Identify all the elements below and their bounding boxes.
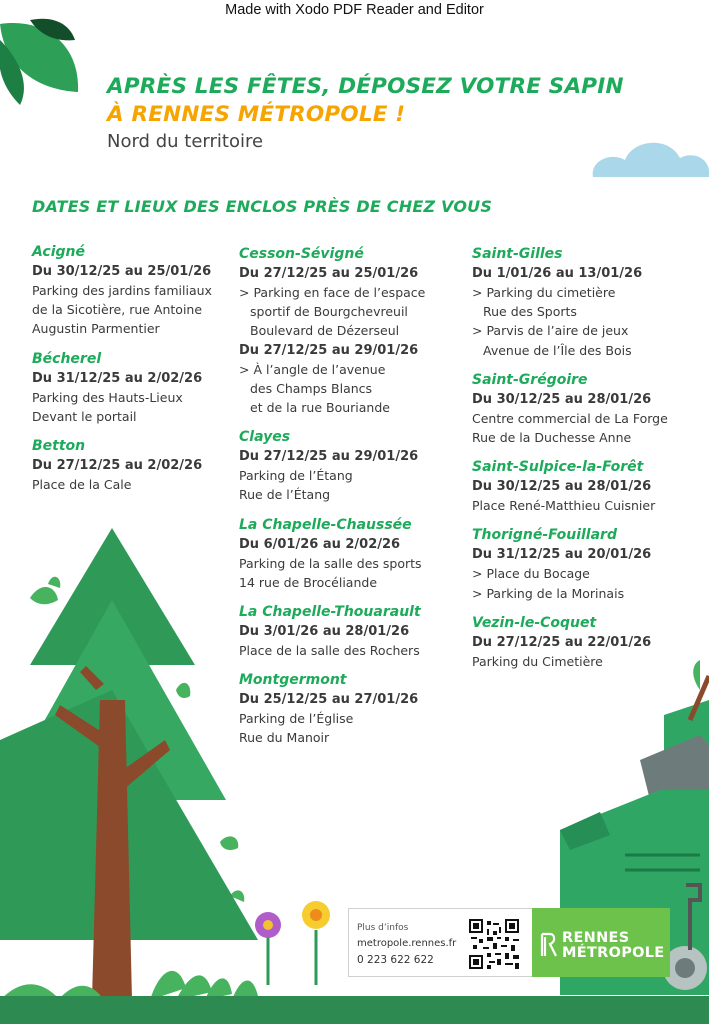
ground-band [0,996,709,1024]
brand-line-1: RENNES [562,930,630,946]
location-line: Rue de la Duchesse Anne [472,430,632,446]
location-line: > Parvis de l’aire de jeux [472,323,629,339]
date-range: Du 30/12/25 au 25/01/26 [32,264,212,279]
rennes-metropole-logo [532,908,670,977]
location-line: sportif de Bourgchevreuil [250,304,408,320]
page-subtitle: Nord du territoire [107,131,264,152]
town-name: Bécherel [32,350,102,367]
section-title: DATES ET LIEUX DES ENCLOS PRÈS DE CHEZ VOUS [32,197,493,216]
location-entry [239,515,425,592]
location-line: > À l’angle de l’avenue [239,361,386,377]
date-range: Du 30/12/25 au 28/01/26 [472,391,652,407]
location-entry [239,244,425,417]
town-name: Montgermont [239,672,347,689]
location-line: Rue de l’Étang [239,487,331,503]
town-name: Thorigné-Fouillard [472,527,617,544]
column-2 [239,244,425,758]
location-line: Place de la salle des Rochers [239,643,420,659]
location-line: Place René-Matthieu Cuisnier [472,498,656,514]
location-entry [472,613,668,671]
town-name: La Chapelle-Chaussée [239,516,412,533]
date-range: Du 27/12/25 au 25/01/26 [239,266,419,281]
town-name: Acigné [32,244,85,260]
location-line: Parking de la salle des sports [239,555,422,571]
phone-number: 0 223 622 622 [357,954,434,966]
location-line: Parking de l’Étang [239,468,353,484]
website-link[interactable]: metropole.rennes.fr [357,938,457,949]
date-range: Du 27/12/25 au 22/01/26 [472,634,652,650]
location-entry [472,370,668,447]
date-range: Du 31/12/25 au 2/02/26 [32,370,203,386]
info-box [348,908,534,977]
date-range: Du 30/12/25 au 28/01/26 [472,479,652,495]
date-range: Du 31/12/25 au 20/01/26 [472,547,652,563]
location-line: Devant le portail [32,408,137,424]
page-title-line-2: À RENNES MÉTROPOLE ! [107,102,406,127]
location-line: Centre commercial de La Forge [472,410,668,426]
flower-icon [255,901,330,985]
location-line: Avenue de l’Île des Bois [483,342,632,358]
location-entry [239,670,425,747]
location-line: Boulevard de Dézerseul [250,323,400,339]
location-line: > Place du Bocage [472,566,590,582]
date-range: Du 27/12/25 au 29/01/26 [239,342,419,358]
location-line: Place de la Cale [32,477,132,493]
town-name: La Chapelle-Thouarault [239,604,421,621]
date-range: Du 6/01/26 au 2/02/26 [239,536,401,552]
town-name: Clayes [239,429,291,446]
town-name: Saint-Grégoire [472,371,588,388]
date-range: Du 27/12/25 au 2/02/26 [32,458,203,474]
location-line: > Parking en face de l’espace [239,285,426,300]
location-entry [239,602,425,660]
town-name: Betton [32,438,86,455]
town-name: Saint-Gilles [472,246,563,262]
column-3 [472,244,668,681]
location-line: Parking des jardins familiaux [32,283,212,298]
qr-code-icon [469,919,519,969]
watermark: Made with Xodo PDF Reader and Editor [225,2,484,18]
location-line: > Parking de la Morinais [472,585,625,601]
location-line: Parking du Cimetière [472,653,603,669]
location-line: Rue des Sports [483,304,577,320]
location-entry [472,525,668,602]
location-line: de la Sicotière, rue Antoine [32,302,203,318]
info-label: Plus d’infos [357,923,409,933]
brand-line-2: MÉTROPOLE [562,945,665,961]
location-entry [472,457,668,515]
location-line: Rue du Manoir [239,730,330,746]
date-range: Du 1/01/26 au 13/01/26 [472,266,643,281]
location-entry [239,427,425,504]
column-1 [32,242,212,504]
town-name: Cesson-Sévigné [239,246,364,262]
location-entry [32,349,212,426]
rennes-metropole-logo-icon [540,932,558,958]
location-line: Parking de l’Église [239,711,354,727]
date-range: Du 27/12/25 au 29/01/26 [239,449,419,465]
location-entry [472,244,668,360]
location-entry [32,436,212,494]
town-name: Vezin-le-Coquet [472,614,597,631]
location-line: Augustin Parmentier [32,321,160,337]
town-name: Saint-Sulpice-la-Forêt [472,459,644,476]
top-left-leaves-icon [0,19,78,105]
location-line: Parking des Hauts-Lieux [32,389,183,405]
location-line: 14 rue de Brocéliande [239,574,378,590]
location-line: des Champs Blancs [250,380,373,396]
location-line: > Parking du cimetière [472,285,616,300]
location-entry [32,242,212,339]
page-title-line-1: APRÈS LES FÊTES, DÉPOSEZ VOTRE SAPIN [107,74,624,99]
location-line: et de la rue Bouriande [250,400,390,416]
cloud-icon [593,143,709,177]
date-range: Du 25/12/25 au 27/01/26 [239,692,419,708]
date-range: Du 3/01/26 au 28/01/26 [239,624,410,640]
